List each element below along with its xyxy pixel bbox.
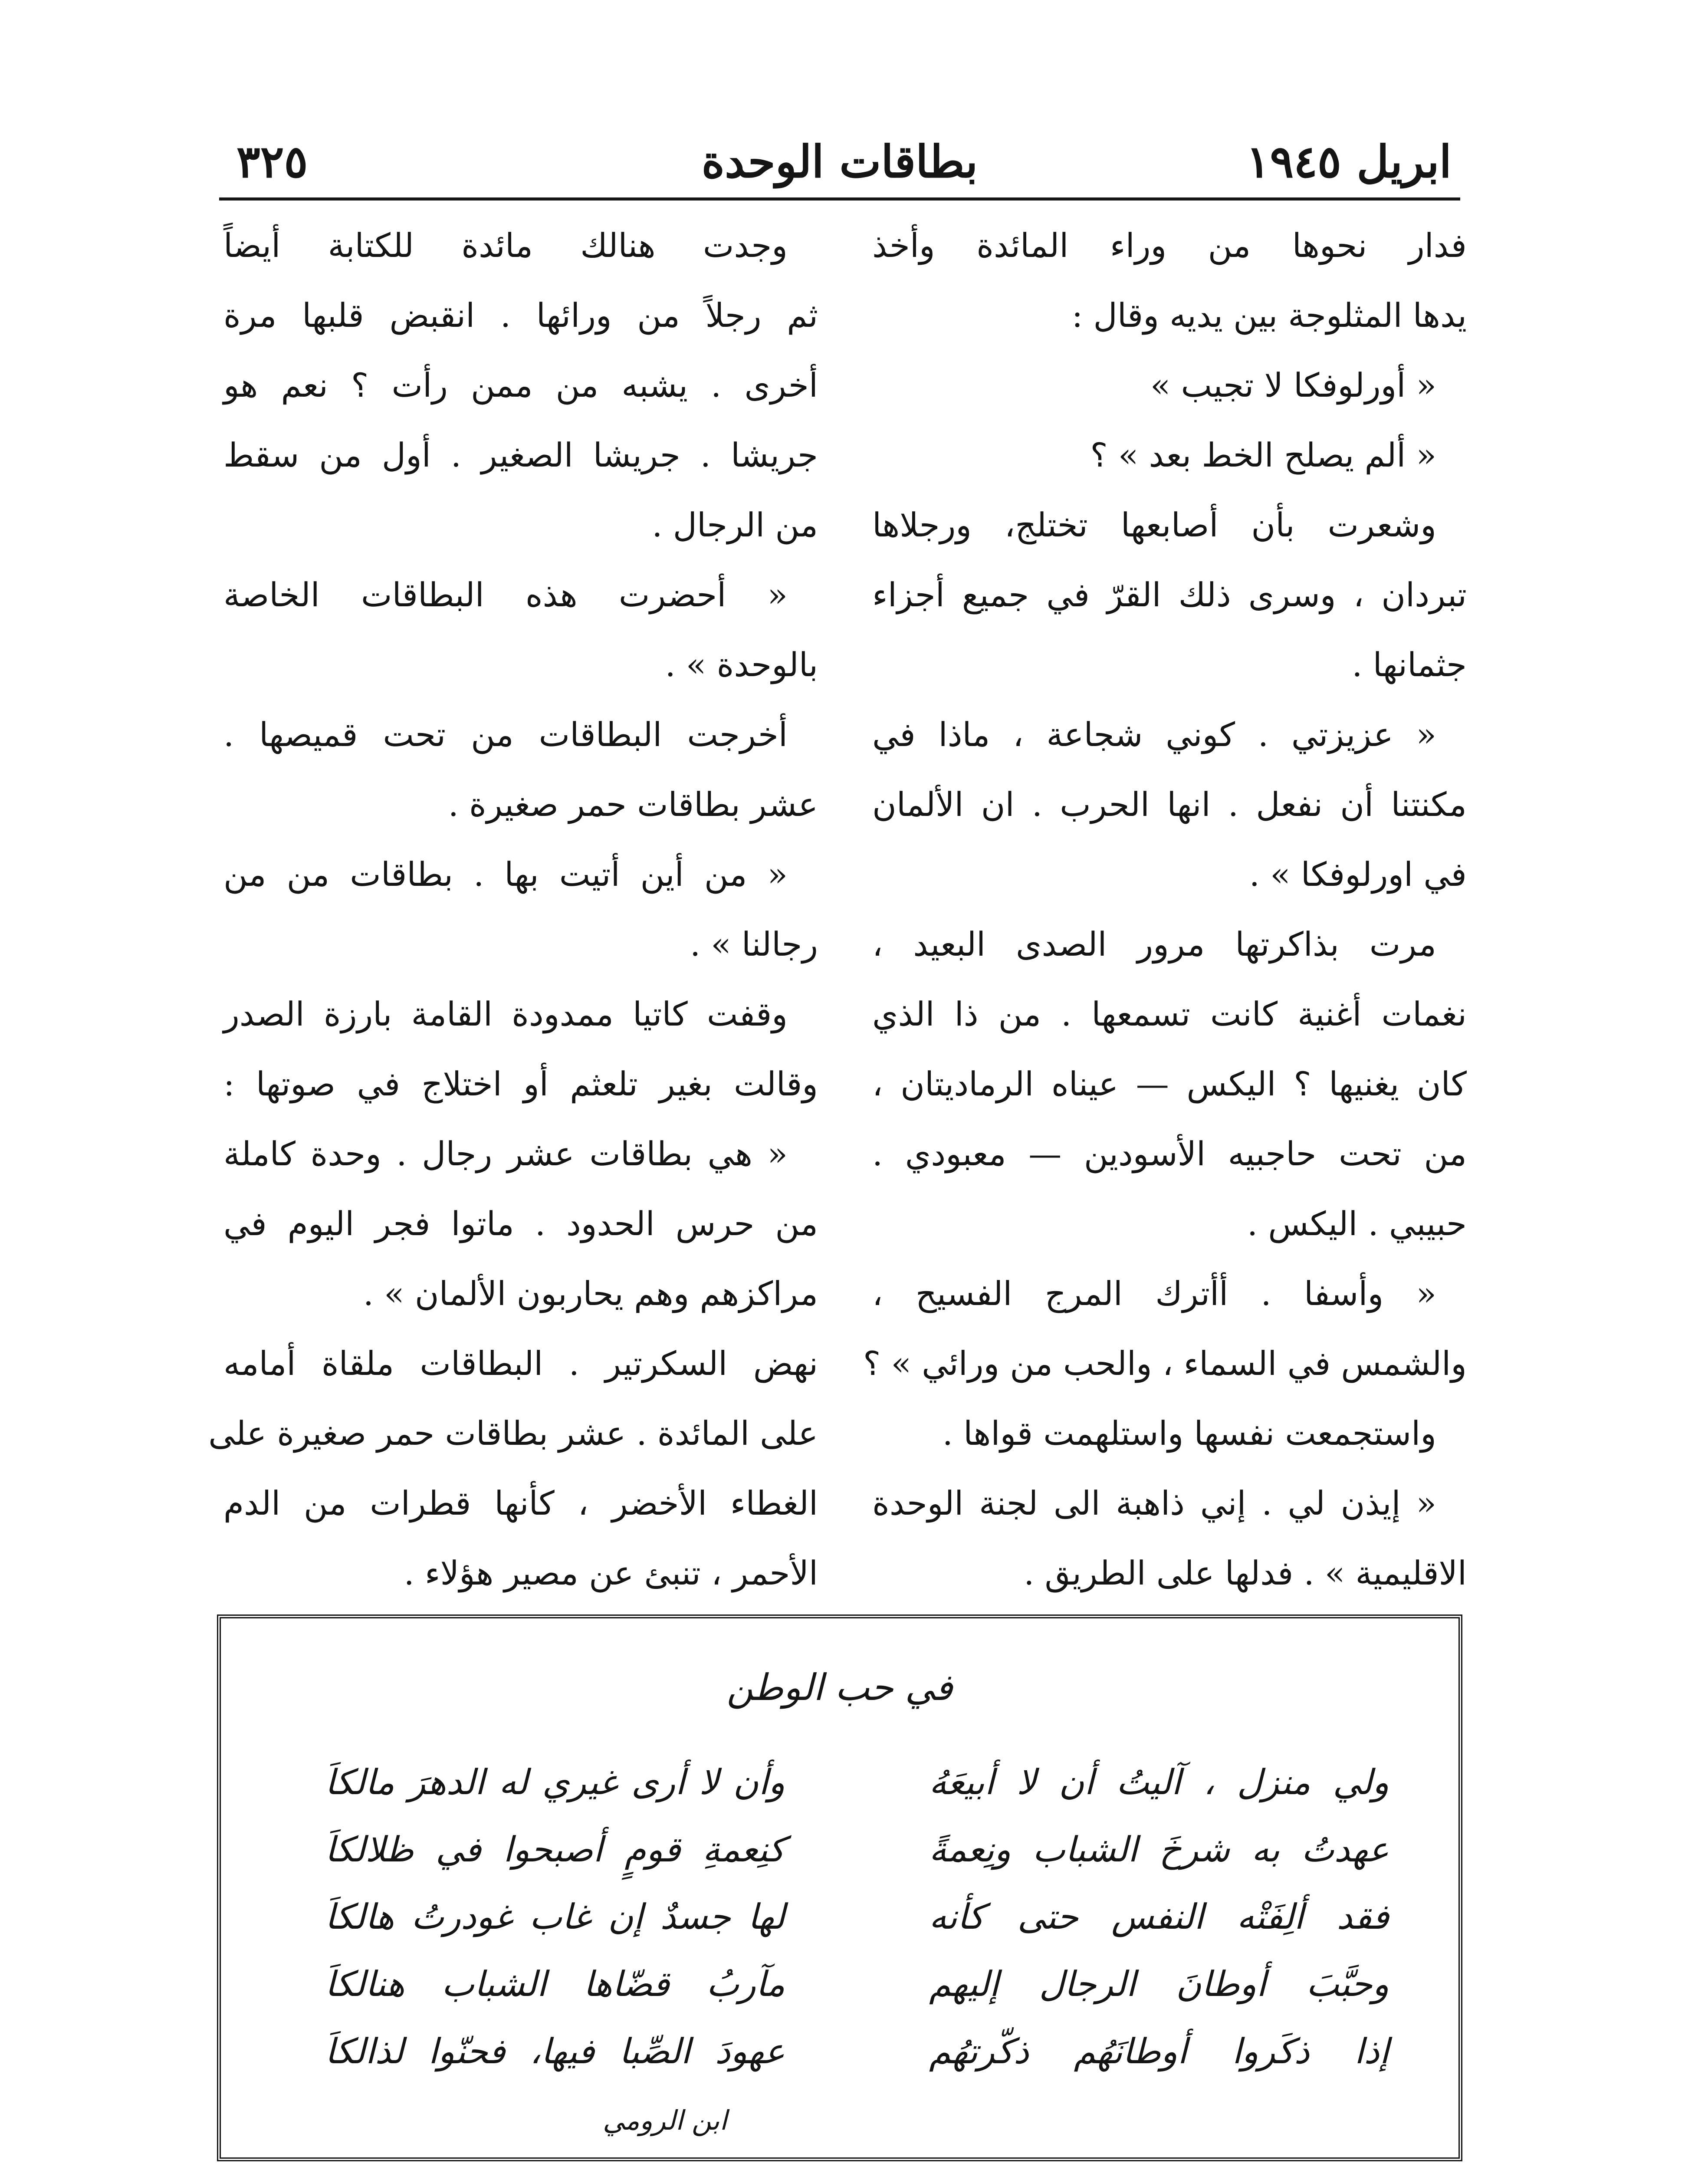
verse-second-hemistich: لها جسدٌ إن غاب غودرتُ هالكاَ	[325, 1897, 785, 1937]
header-page-number: ٣٢٥	[236, 136, 308, 188]
text-line: وقفت كاتيا ممدودة القامة بارزة الصدر	[223, 995, 788, 1033]
text-line: « إيذن لي . إني ذاهبة الى لجنة الوحدة	[872, 1484, 1436, 1522]
text-line: عشر بطاقات حمر صغيرة .	[448, 785, 818, 824]
text-line: مرت بذاكرتها مرور الصدى البعيد ،	[872, 925, 1436, 963]
poem-box	[217, 1614, 1462, 2161]
poem-title: في حب الوطن	[726, 1666, 953, 1709]
poem-verse	[325, 1883, 1389, 1950]
text-line: من حرس الحدود . ماتوا فجر اليوم في	[223, 1204, 818, 1243]
text-line: أخرى . يشبه من ممن رأت ؟ نعم هو	[223, 366, 818, 404]
text-line: « أحضرت هذه البطاقات الخاصة	[223, 575, 788, 614]
text-line: نهض السكرتير . البطاقات ملقاة أمامه	[223, 1344, 818, 1383]
poem-verse	[325, 1950, 1389, 2018]
text-line: على المائدة . عشر بطاقات حمر صغيرة على	[208, 1414, 818, 1453]
header-title: بطاقات الوحدة	[701, 136, 978, 188]
poem-verse	[325, 1749, 1389, 1816]
text-line: بالوحدة » .	[665, 645, 818, 684]
text-line: وقالت بغير تلعثم أو اختلاج في صوتها :	[223, 1065, 818, 1103]
text-line: جريشا . جريشا الصغير . أول من سقط	[223, 436, 818, 474]
text-line: أخرجت البطاقات من تحت قميصها .	[223, 715, 788, 754]
verse-second-hemistich: مآربُ قضّاها الشباب هنالكاَ	[325, 1964, 785, 2004]
text-line: حبيبي . اليكس .	[1247, 1204, 1467, 1243]
text-line: الأحمر ، تنبئ عن مصير هؤلاء .	[404, 1554, 818, 1592]
text-line: « أورلوفكا لا تجيب »	[1150, 366, 1436, 404]
text-line: واستجمعت نفسها واستلهمت قواها .	[942, 1414, 1436, 1453]
text-line: « وأسفا . أأترك المرج الفسيح ،	[872, 1274, 1436, 1313]
text-line: وجدت هنالك مائدة للكتابة أيضاً	[223, 226, 788, 265]
text-line: كان يغنيها ؟ اليكس — عيناه الرماديتان ،	[872, 1065, 1467, 1103]
text-line: « عزيزتي . كوني شجاعة ، ماذا في	[872, 715, 1436, 754]
verse-first-hemistich: ولي منزل ، آليتُ أن لا أبيعَهُ	[929, 1762, 1389, 1802]
text-line: والشمس في السماء ، والحب من ورائي » ؟	[863, 1344, 1467, 1383]
text-line: « من أين أتيت بها . بطاقات من من	[223, 855, 788, 894]
text-line: مكنتنا أن نفعل . انها الحرب . ان الألمان	[872, 785, 1467, 824]
verse-first-hemistich: إذا ذكَروا أوطانَهُم ذكّرتهُم	[929, 2031, 1389, 2071]
text-line: الاقليمية » . فدلها على الطريق .	[1024, 1554, 1467, 1592]
poem-verse	[325, 2018, 1389, 2085]
running-header	[219, 111, 1460, 201]
text-line: الغطاء الأخضر ، كأنها قطرات من الدم	[223, 1484, 818, 1522]
text-line: فدار نحوها من وراء المائدة وأخذ	[872, 226, 1467, 265]
text-line: وشعرت بأن أصابعها تختلج، ورجلاها	[872, 506, 1436, 544]
text-line: مراكزهم وهم يحاربون الألمان » .	[363, 1274, 818, 1313]
poet-name: ابن الرومي	[603, 2104, 727, 2136]
verse-second-hemistich: كنِعمةِ قومٍ أصبحوا في ظلالكاَ	[325, 1829, 785, 1870]
verse-second-hemistich: عهودَ الصِّبا فيها، فحنّوا لذالكاَ	[325, 2031, 785, 2071]
text-column-left	[208, 210, 818, 1608]
text-line: نغمات أغنية كانت تسمعها . من ذا الذي	[872, 995, 1467, 1033]
verse-first-hemistich: فقد ألِفَتْه النفس حتى كأنه	[929, 1897, 1389, 1937]
text-line: في اورلوفكا » .	[1249, 855, 1467, 894]
text-line: جثمانها .	[1352, 645, 1467, 684]
verse-second-hemistich: وأن لا أرى غيري له الدهرَ مالكاَ	[325, 1762, 785, 1802]
header-date: ابريل ١٩٤٥	[1246, 136, 1452, 188]
text-line: من تحت حاجبيه الأسودين — معبودي .	[872, 1134, 1467, 1173]
text-line: يدها المثلوجة بين يديه وقال :	[1071, 296, 1467, 335]
poem-verses	[325, 1749, 1389, 2085]
verse-first-hemistich: وحبَّبَ أوطانَ الرجال إليهم	[929, 1964, 1389, 2004]
poem-verse	[325, 1816, 1389, 1883]
text-line: تبردان ، وسرى ذلك القرّ في جميع أجزاء	[872, 575, 1467, 614]
text-column-right	[863, 210, 1467, 1608]
text-line: « هي بطاقات عشر رجال . وحدة كاملة	[223, 1134, 788, 1173]
text-line: من الرجال .	[652, 506, 818, 544]
text-line: ثم رجلاً من ورائها . انقبض قلبها مرة	[223, 296, 818, 335]
text-line: رجالنا » .	[690, 925, 818, 963]
text-line: « ألم يصلح الخط بعد » ؟	[1090, 436, 1436, 474]
verse-first-hemistich: عهدتُ به شرخَ الشباب ونِعمةً	[929, 1829, 1389, 1870]
